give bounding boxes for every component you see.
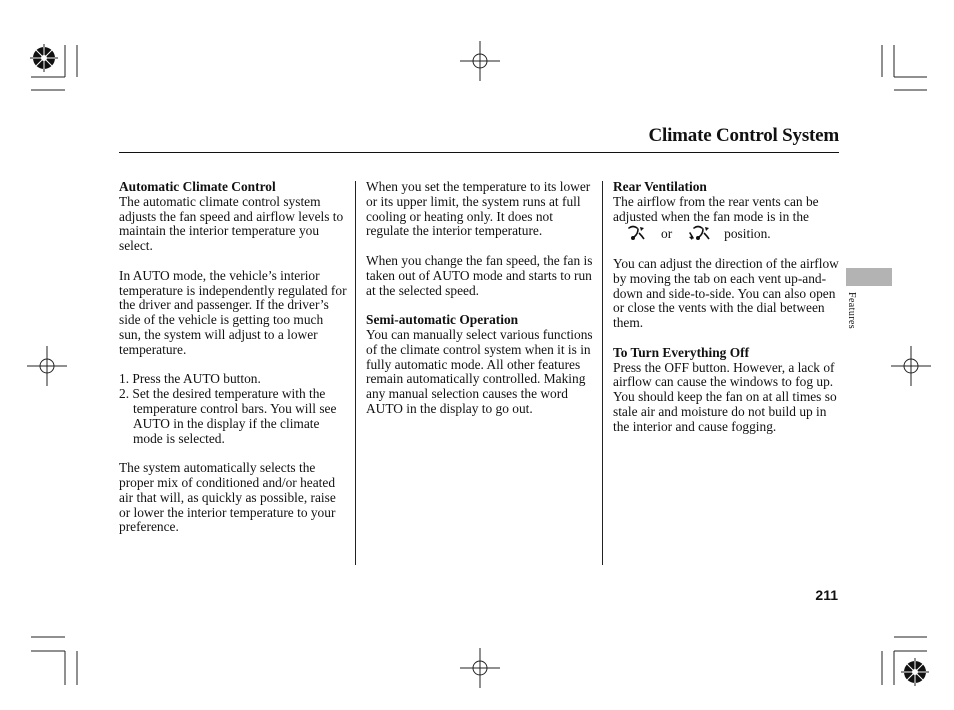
list-item: 2. Set the desired temperature with the temperature control bars. You will see AUTO in the display if the climate mode is selected. xyxy=(119,386,337,446)
paragraph: When you change the fan speed, the fan is taken out of AUTO mode and starts to run at the selected speed. xyxy=(366,252,593,298)
bi-level-mode-icon xyxy=(688,224,712,241)
registration-target-icon xyxy=(460,41,500,81)
section-heading: To Turn Everything Off xyxy=(613,344,750,360)
paragraph-text: The automatic climate control system adjusts the fan speed and airflow levels to maintain the interior temperature you select. xyxy=(119,193,344,254)
paragraph xyxy=(119,180,347,254)
column-2 xyxy=(366,180,594,432)
section-tab xyxy=(846,268,892,286)
title-rule xyxy=(119,152,839,153)
column-divider xyxy=(602,181,603,565)
section-heading: Semi-automatic Operation xyxy=(366,312,519,328)
registration-target-icon xyxy=(27,346,67,386)
list-item: 1. Press the AUTO button. xyxy=(119,371,261,387)
column-3 xyxy=(613,180,840,449)
column-1 xyxy=(119,180,347,550)
paragraph-text: You can manually select various functions of the climate control system when it is in fully automatic mode. All other features remain automatically controlled. Making any manual selection causes the word AUTO in the display to go out. xyxy=(366,326,593,416)
paragraph-text: Press the OFF button. However, a lack of airflow can cause the windows to fog up. You should keep the fan on at all times so stale air and moisture do not build up in the interior and cause fogging. xyxy=(613,359,837,434)
section-label: Features xyxy=(846,292,857,330)
page-number: 211 xyxy=(815,587,838,603)
paragraph: When you set the temperature to its lower or its upper limit, the system runs at full cooling or heating only. It does not regulate the interior temperature. xyxy=(366,179,591,239)
paragraph: You can adjust the direction of the airflow by moving the tab on each vent up-and-down and side-to-side. You can also open or close the vents with the dial between them. xyxy=(613,255,839,331)
vent-mode-icon xyxy=(627,224,647,241)
paragraph-text: or xyxy=(661,226,673,242)
paragraph xyxy=(613,346,840,435)
starburst-registration-icon xyxy=(901,658,929,686)
registration-target-icon xyxy=(891,346,931,386)
page-title: Climate Control System xyxy=(648,125,839,146)
paragraph: The system automatically selects the proper mix of conditioned and/or heated air that will, as quickly as possible, raise or lower the interior temperature to your preference. xyxy=(119,460,336,535)
paragraph-text: The airflow from the rear vents can be adjusted when the fan mode is in the xyxy=(613,193,819,224)
paragraph-text: position. xyxy=(724,226,771,242)
steps-list xyxy=(119,372,347,446)
starburst-registration-icon xyxy=(30,44,58,72)
registration-target-icon xyxy=(460,648,500,688)
column-divider xyxy=(355,181,356,565)
paragraph xyxy=(613,180,840,242)
paragraph xyxy=(366,313,594,417)
section-heading: Automatic Climate Control xyxy=(119,179,276,194)
section-heading: Rear Ventilation xyxy=(613,179,707,194)
paragraph: In AUTO mode, the vehicle’s interior temperature is independently regulated for the driver and passenger. If the driver’s side of the vehicle is getting too much sun, the system will adjust to a lower temperature. xyxy=(119,267,347,357)
